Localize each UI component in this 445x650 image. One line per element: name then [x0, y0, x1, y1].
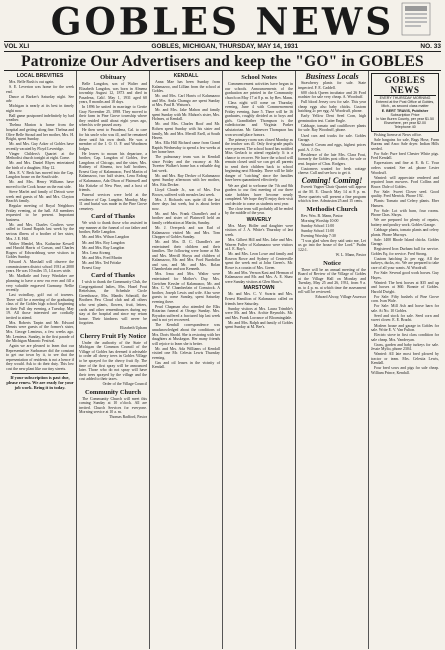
- masthead-title: GOBLES NEWS: [50, 0, 395, 45]
- article-paragraph: Mr. and Mrs. Ted Fritzke: [82, 260, 121, 265]
- article-paragraph: Ernest Gray: [82, 265, 101, 270]
- methodist-church-signer: W. L. Mann, Pastor: [335, 253, 366, 257]
- article-paragraph: S. E. Leverton was home for the week end.: [6, 85, 74, 94]
- article-paragraph: Lloyd Claude Jr., son of Mrs. Eva Brown, suffered with measles last week.: [152, 188, 220, 197]
- cherry-fruit-fly-text: Under the authority of the State of Michigan the Common Council of the Village of Gobles has deemed it advisable to order all cherry trees in Gobles Village to be sprayed for the cherry fruit fly. The time of the first spray will be announced later. Those who do not spray will have their trees sprayed by the village and the cost added to their taxes.: [79, 340, 147, 382]
- article-paragraph: We are glad to welcome the 7th and 8th graders to our first meeting of our three state hobbies have become nearly completed. We hope they'll enjoy their visit and decide to come as students next year.: [225, 183, 293, 206]
- obituary-heading: Obituary: [100, 74, 126, 81]
- article-paragraph: Michigan is nearly at its best in timely night now.: [6, 104, 74, 113]
- article-paragraph: Mr. and Mrs. Fred Martin: [82, 255, 122, 260]
- article-paragraph: Mr. and Mrs. Leon Lowe and family and Roseon Rowe and Sydney of Centerville spent the week end at John Green's. Mr. Rowe is a cousin of Mrs. Green.: [225, 252, 293, 270]
- school-notes-body: [225, 82, 293, 216]
- article-paragraph: Used cars and trucks for sale. Gobles Garage.: [298, 133, 366, 143]
- article-paragraph: Modern house and garage in Gobles for sale. Write E. V. Van Fulton.: [371, 323, 439, 333]
- article-paragraph: Mr. and Mrs. Charles Coulters were called to Grand Rapids last week by the serious illness of a brother of her sister, Mrs. J. E. Hill.: [6, 222, 74, 241]
- community-church-signer: Thomas Radford, Pastor: [109, 415, 147, 420]
- article-paragraph: Belle Langdon, son of Walter and Elizabeth Langdon, was born in Almena township August 12, 1873 and died in Pasadena, Calif. May 1, 1931 aged 60 years, 8 months and 18 days.: [79, 82, 147, 105]
- publisher-box-lines: [374, 96, 436, 130]
- article-paragraph: For Sale: Sweet Clover seed. Good quality. Fred Merrick. Phone 192.: [371, 189, 439, 199]
- advertiser-banner: Patronize Our Advertisers and keep the "GO" in GOBLES: [4, 52, 441, 71]
- article-paragraph: Electric stove in first class condition for sale cheap. Mrs. Vanderyan.: [371, 333, 439, 342]
- article-paragraph: Early Yellow Dent Seed Corn, high germination test. Cutter Engle.: [298, 114, 366, 123]
- article-paragraph: He then went to Pasadena, Cal. to care for his uncle who was ill, and he remained there until his own death. He was a member of the I. O. O. F. and Woodmen lodges.: [79, 128, 147, 151]
- article-paragraph: Thelma Marion is home from the hospital and getting along fine. Thelma and Olive Belle Stroud and her mother, Mrs. H. Bright, spent Sunday.: [6, 123, 74, 142]
- marstown-heading: MARSTOWN: [243, 285, 275, 292]
- coming-heading: Coming! Coming!: [301, 176, 363, 186]
- article-paragraph: In 1896 he united in marriage to Gertie Gray November 25, 1898. They moved to their farm in Pine Grove township where they resided until about eight years ago, when his wife passed away.: [79, 105, 147, 128]
- article-paragraph: Wanted: The best horses at $35 and up and horses at $60. Bonnie of Gobles. Harold Dwight.: [371, 280, 439, 294]
- article-paragraph: Wanted: Cream and eggs, highest prices paid. A. J. Orr.: [298, 143, 366, 152]
- marstown-body: [225, 292, 293, 329]
- article-paragraph: Mrs. Belle Rush is out again.: [9, 80, 55, 84]
- article-paragraph: Mr. and Mrs. Charles Roof and Mr. Rolsen spent Sunday with his sister and family, Mr. and Mrs. Merrill Esell, at South Haven.: [152, 122, 220, 141]
- business-locals-heading: Business Locals: [305, 72, 359, 81]
- article-paragraph: The Kendall correspondence was unacknowledged about the conditions of Mrs. Doris Shodd. She is restoring with her daughters at Muskegon. Her many friends will rejoice to learn she is better.: [152, 323, 220, 346]
- article-paragraph: Funeral services were held at the residence of Cap. Langdon, Monday, May 11 and burial was made in the Pine Grove cemetery.: [79, 193, 147, 211]
- article-paragraph: Walter Mendel, Mrs. Katharine Kessell and Harold Harris of Carson, and Charles Rogers of Edwardsburg were visitors in Gobles Sunday.: [6, 241, 74, 260]
- article-paragraph: Mich., as second class matter: [381, 104, 429, 109]
- local-brevities-heading: LOCAL BREVITIES: [16, 73, 64, 79]
- community-church-text: The Community Church will meet this coming Sunday at 10 o'clock. All are invited. Church Services for everyone. Morning service at 10 a. m.: [79, 396, 147, 415]
- article-paragraph: Mrs. Lena Atvang: [82, 250, 111, 255]
- article-paragraph: Edward A. Marshall will observe the commissioners district school 1931 at 2000 years. He was 10 miles 15, 14 acres wide.: [6, 260, 74, 274]
- article-paragraph: Four bred sows and pigs for sale cheap. William Prince, Kendall.: [371, 366, 439, 375]
- article-paragraph: Custom hatching 2c per egg. All the turkeys, ducks, etc. We are prepared to take care of all your wants. Al Woodruff.: [371, 256, 439, 270]
- article-paragraph: Anna Mae has been Sunday from Kalamazoo, and Lillian from the school at Gobles.: [152, 80, 220, 94]
- methodist-church-body: [298, 214, 366, 253]
- article-paragraph: Again we are pleased to learn that our Representative Surbrasser did the constant to get our town by it, to see that the representation of residents is not a hence if they would. Ask to do their duty. This low cost the new plant like our tiny streets.: [6, 344, 74, 371]
- cherry-fruit-fly-signer: Order of the Village Council: [102, 382, 147, 387]
- article-paragraph: Seed and stock for sale. Seed corn and sweet clover. E. E. Bracht.: [371, 313, 439, 323]
- article-paragraph: Sunday School 11:00: [301, 223, 335, 228]
- article-paragraph: For Sale: Pure bred Chester White pigs. Fred Kendall.: [371, 151, 439, 161]
- article-paragraph: Mr. and Mrs. Jake Mahon and family spent Sunday with Mr. Mahon's sister, Mrs. Holmes, at Kendall.: [152, 108, 220, 122]
- article-paragraph: We are prepared for plenty of repairs, battery and poultry work. Gobles Garage.: [371, 218, 439, 228]
- article-paragraph: For Sale: Several good work horses. Guy Hayes.: [371, 270, 439, 280]
- cherry-fruit-fly-heading: Cherry Fruit Fly Notice: [79, 332, 147, 340]
- article-paragraph: Mrs. Roberts Tarpin and Mr. Edward Dennis were guests of the former's sister, Mrs. George Lemieux, a few weeks ago. Mr. Lemieux. Sunday, in the first parade of the Michigan Masonic Festival.: [6, 320, 74, 344]
- article-paragraph: Strawberry plants for sale. State inspected. F. E. Caddell.: [298, 81, 366, 90]
- article-paragraph: Mr. and Mrs. Roy Langdon: [82, 240, 125, 245]
- community-church-heading: Community Church: [84, 388, 142, 396]
- article-paragraph: Registered Iron Durham bull for service. Gobles Eq. for service. Fred Strong.: [371, 247, 439, 256]
- card-of-thanks-heading: Card of Thanks: [91, 213, 135, 221]
- article-paragraph: Dance at Barker's Saturday night. See adv.: [6, 94, 74, 104]
- volume-number: VOL XLI: [4, 43, 30, 50]
- article-paragraph: Mrs. Ella Hill Richard came from Grand Rapids Wednesday to spend a few weeks at her home here.: [152, 141, 220, 155]
- place-and-date: GOBLES, MICHIGAN, THURSDAY, MAY 14, 1931: [151, 43, 299, 50]
- methodist-church-heading: Methodist Church: [306, 205, 358, 213]
- article-paragraph: Mr. and Mrs. C. V. Swartz and Mrs. Ernest Hamilton of Kalamazoo called on friends here Saturday.: [225, 292, 293, 306]
- article-paragraph: Plants: Tomato and Celery plants. Eber Hansen.: [371, 199, 439, 208]
- board-of-review-text: There will be an annual meeting of the Board of Review of the Village of Gobles at the Village Hall on Monday and Tuesday, May 25 and 26, 1931, from 9 a. m. to 4 p. m. at which time the assessment roll will be reviewed.: [298, 267, 366, 295]
- article-paragraph: The primary room was closed Monday as the teacher was ill. Only first-grade pupils were present. The school board has notified Miss Gerlach to attend regularly. It is a chance to recover. We have the school will remain closed until we can get all parents to send their children back to school beginning next Monday. There will be little danger of "catching" since the families have been quarantined effectively.: [225, 137, 293, 183]
- article-paragraph: Sale: 1400 Rhode Island chicks. Gobles Garage.: [371, 237, 439, 247]
- article-paragraph: Mr. and Mrs. Wilson Langdon: [82, 235, 130, 240]
- columns: [4, 71, 441, 649]
- article-paragraph: For Sale: Fifty bushels of Pine Grove corn. Ivan Wale.: [371, 294, 439, 304]
- board-of-review-heading: Notice: [323, 259, 341, 267]
- article-paragraph: Customers wanted for fresh cottage cheese. Call and see how to get it.: [298, 166, 366, 176]
- article-paragraph: Subscription Price: [390, 112, 420, 117]
- article-paragraph: Last swindlary, golf out of towners. There will be a meeting of the graduating class of the Gobles high school beginning in their Full day evening, a Tuesday, May 19. All those interested are cordially invited to attend.: [6, 293, 74, 320]
- article-paragraph: Mrs. Mary Holler and daughter were visitors of J. A. White's Thursday of last week.: [225, 223, 293, 237]
- board-of-review-signer: Edward Alway, Village Assessor: [315, 295, 366, 300]
- article-paragraph: Wanted: will appreciate rendered and repaired lawn mowers. Ford Collins and Bruce. Dale of Gobles.: [371, 175, 439, 189]
- article-paragraph: Full blood Jersey cow for sale. This year cheap eggs also baby chicks. Custom hatching 2c per egg. Al Woodruff, phone.: [298, 100, 366, 114]
- article-paragraph: Mrs. Gilbert Hill and Mrs. Jake and Mrs. Warren Fuller of Kalamazoo were visitors at J. E. Ray's.: [225, 238, 293, 252]
- subscription-reminder: If your subscription is past due, please renew. We are ready for your job work. Bring it in today.: [6, 375, 74, 391]
- article-paragraph: Sale bargains for sale, Bags Hose, Farm Bureau and Anco Sale dryer. Indian Hills seeded.: [371, 137, 439, 151]
- article-paragraph: Rev. Wm. B. Mann, Pastor: [301, 213, 343, 218]
- article-paragraph: The close term will probably all be ended by the middle of the year.: [225, 206, 293, 216]
- article-paragraph: Mr. J. Overpeck and son Earl of Kalamazoo visited Mr. and Mrs. Tom Chopper of Gobles Sunday.: [152, 225, 220, 240]
- waverly-heading: WAVERLY: [246, 216, 272, 223]
- column-business-locals: [296, 71, 369, 649]
- classifieds-body: [371, 133, 439, 376]
- local-brevities-body: [6, 80, 74, 371]
- article-paragraph: Steve Marlet and family of Detroit were week end guests of Mr. and Mrs. Clayton Beach's family.: [6, 190, 74, 204]
- article-paragraph: Mr. and Mrs. Guy Acker of Gobles have recently vacated by Floyd Leveridge.: [6, 142, 74, 151]
- article-paragraph: Cabbage plants, tomato plants and celery plants. Phone Murrays.: [371, 228, 439, 237]
- article-paragraph: Evening Worship 7:30: [301, 233, 336, 238]
- business-locals-body: [298, 81, 366, 176]
- kendall-heading: KENDALL: [173, 73, 199, 79]
- article-paragraph: For Sale: Mill Ash and horse barn for sale. At No. 10 Gobles.: [371, 304, 439, 313]
- article-paragraph: Class night will come on Thursday evening, June 4 with Commencement Friday evening, June 5. There will be 16 graduates, roughly divided as to boys and girls. Grandfather Thompson is the valedictorian and Virginia Parker salutatorian. Mr. Gainewer Thompson has won second place honors.: [225, 100, 293, 137]
- kendall-body: [152, 80, 220, 370]
- article-paragraph: Ball game postponed indefinitely by bad weather.: [6, 113, 74, 123]
- waverly-body: [225, 224, 293, 285]
- article-paragraph: Fishing license at News office.: [374, 132, 423, 137]
- article-paragraph: Mr. and Mrs. Frank Chandler's and a brother and sister of Plainwell held an family celebration at Martin, Sunday.: [152, 211, 220, 225]
- article-paragraph: Commencement activities have begun in our schools. Announcements of the graduation are printed in the Community church on May 17 at 8 p. m. by Rev. Mann.: [225, 82, 293, 100]
- article-paragraph: Sunday School 11:00: [301, 228, 335, 233]
- coming-text: Everett Vagner Chair Quartet will appear at the M. E. Church May 14 at 8 p. m. These quartets will present a fine program which is free. Admission 25 and 15 cents.: [298, 185, 366, 204]
- column-school-notes: [223, 71, 296, 649]
- column-local-brevities: [4, 71, 77, 649]
- article-paragraph: EVERY THURSDAY MORNING: [379, 96, 431, 100]
- card-of-thanks-2-signer: Elizabeth Upham: [119, 326, 147, 331]
- article-paragraph: Mr. and Mrs. D. C. Chandler's are entertained their children and their families. The following were home at Mr. and Mrs. Merrill Shoyu and children of Kalamazoo, Mr. and Mrs. Ford Burdollar and son, and Mr. and Mrs. Rolan Chamberlain and son Kenneth.: [152, 240, 220, 272]
- article-paragraph: Mrs. E. V. Beck has moved into the Cap. Langdon house on the South side.: [6, 170, 74, 180]
- divider: [12, 373, 68, 374]
- article-paragraph: Gas and oil leases in the vicinity of Kendall.: [152, 360, 220, 370]
- article-paragraph: In Van Buren County, per year $1.50: [375, 117, 434, 122]
- card-of-thanks-signers: [79, 235, 147, 270]
- article-paragraph: He leaves to mourn his departure, a brother, Cap. Langdon of Gobles, five Langdons of Chicago, and the sister, Mrs. Rodney of Almena, two half brothers, Ernest Gray of Kalamazoo, Fred Martin of Kalamazoo, two half sisters, Lena Erdrag of Kalamazoo, Ada Olson of Plainwell and Ida Kritzke of New Pine, and a host of friends.: [79, 151, 147, 193]
- card-of-thanks-text: We wish to thank those who assisted in any manner at the funeral of our father and brother, Belle Langdon.: [79, 221, 147, 235]
- school-notes-heading: School Notes: [241, 74, 277, 81]
- article-paragraph: Grass, garden and baby turkeys for sale. Jessie Mylio, phone 2304.: [371, 342, 439, 352]
- card-of-thanks-2-text: I wish to thank the Community Club, the Congregational ladies, Mrs. Hazel Fout Rettelsims, the Schedule Circle Greenhouse, Mrs. Mandis Schmidl, the Brothers Paw Cloud club and all others who sent plants, flowers, fruit, letters, cards and other remembrances during my stay at the hospital and since my return home. Their kindness will never be forgotten.: [79, 280, 147, 326]
- column-publisher-and-classifieds: [369, 71, 441, 649]
- article-paragraph: Expressions and fine at E. & C. Your orders wanted. See ad. phone Lester Woodruff.: [371, 161, 439, 175]
- card-of-thanks-2-heading: Card of Thanks: [91, 272, 135, 280]
- article-paragraph: Mrs. Irma and Mrs. Walter were entertained for Mother's Day. Mrs. Gretchen Kessler of Kalamazoo, Mr. and Mrs. C. W. Chamberlain of Comstock. A brother, Joseph Lewis and wife. Also were guests to come Sunday, spent Saturday evening there.: [152, 272, 220, 304]
- article-paragraph: Mr. and Mrs. Vernon Kast and Herman of Kalamazoo and Mr. and Mrs. A. E. Shaw were Sunday visitors at Glen Shaw's.: [225, 270, 293, 284]
- publisher-box-title: GOBLES NEWS: [374, 75, 436, 96]
- article-paragraph: Pearl Chapman also attended the Elks Rotarian funeral at Otsego Sunday. Mrs. Bryadon suffered a fractured hip last week and is not yet recovered.: [152, 304, 220, 323]
- article-paragraph: Vinger Childers's Quartet at the Methodist church tonight at eight. Come.: [6, 151, 74, 161]
- article-paragraph: Telephone 40: [394, 125, 416, 130]
- column-obituary: [77, 71, 150, 649]
- article-paragraph: Mr. and Mrs. Ray Langdon: [82, 245, 125, 250]
- article-paragraph: Morning Worship 10:00: [301, 218, 339, 223]
- column-kendall: [150, 71, 223, 649]
- obituary-body: [79, 82, 147, 211]
- article-paragraph: Regular meeting of Royal Neighbors Friday evening, at the hall. All members requested to be present. Important business.: [6, 204, 74, 222]
- article-paragraph: E. BERT TRAVIS, Publisher: [381, 108, 429, 113]
- publisher-box: [371, 73, 439, 132]
- article-paragraph: Mr. and Mrs. Ray Decker of Kalamazoo spent Sunday afternoon with her mother, Mrs. Etta Decker.: [152, 173, 220, 188]
- article-paragraph: Elsewhere, per year $2.00: [384, 121, 426, 126]
- article-paragraph: Mr. and Mrs. Ada Williams of Kendall visited one Mr. Celesta Lewis Thursday evening.: [152, 346, 220, 360]
- article-paragraph: 600 chick Queen incubator and 26 Ford roadster for sale very cheap. A. Woodruff.: [298, 90, 366, 100]
- article-paragraph: Mrs. J. Richards was quite ill the last three days last week, but is about better now.: [152, 197, 220, 211]
- article-paragraph: Residence of the late Mrs. Clara Fout, formerly the Gobles post office, for sale or rent. Inquire of Chas. Rodgers.: [298, 152, 366, 166]
- article-paragraph: For Sale: Lot with barn, four rooms. Phone Chas. Shoyu.: [371, 208, 439, 218]
- article-paragraph: "I was glad when they said unto me, Let us go into the house of the Lord." Psalm 122:1.: [298, 238, 366, 252]
- article-paragraph: Cabbage, tomato and cauliflower plants for sale. Ray Woodruff, phone.: [298, 123, 366, 133]
- article-paragraph: Sunday visitors at Mrs. Laura Trimble's were Mr. and Mrs. Archie Reynolds. Mr. and Mrs. Frank Lorrance of Bloomingdale.: [225, 306, 293, 320]
- article-paragraph: Wanted: All late most bred plowed by tractor or team. Mrs. Celestia Lewis, Kendall.: [371, 352, 439, 366]
- issue-number: NO. 33: [420, 43, 441, 50]
- article-paragraph: Mr. and Mrs. Henry Williams have moved to the Cook house on the east side.: [6, 180, 74, 190]
- article-paragraph: Mr. Madkrile and Ivory Windaker are planning to have a new era ever and fill a very valuable engraved Garmany. Nellie recently.: [6, 274, 74, 293]
- article-paragraph: Mr. and Mrs. Daniel Rhyes entertained the birth of a daughter, May 12.: [6, 161, 74, 170]
- article-paragraph: Mr. and Mrs. Carl Harris of Kalamazoo and Mrs. Anda Chamgo are spent Sunday at Mrs. Paul R. Watson's.: [152, 94, 220, 108]
- article-paragraph: Entered at the Post Office at Gobles,: [375, 100, 435, 105]
- article-paragraph: Mr. and Mrs. Ralph and family of Gobles spent Sunday at M. Bee's.: [225, 320, 293, 330]
- article-paragraph: The pulmonary team was in Kendall since Friday and the vacancy at Mr. Tweeter Walker's home has a valuable dog last week.: [152, 155, 220, 173]
